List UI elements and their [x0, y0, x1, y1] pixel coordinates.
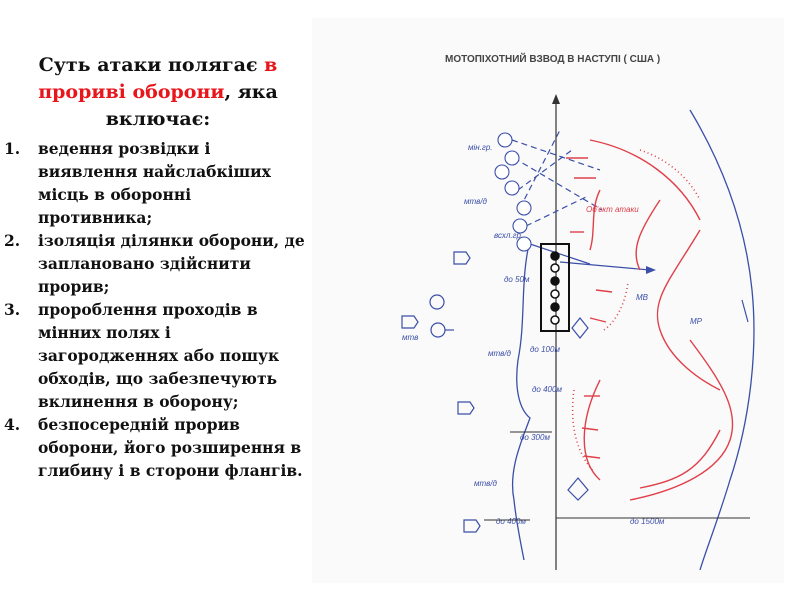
label-do50: до 50м — [504, 275, 530, 284]
label-do300: до 300м — [520, 433, 550, 442]
label-objekt-ataky: Об'єкт атаки — [586, 205, 639, 214]
heading-part1: Суть атаки полягає — [38, 54, 265, 76]
list-item-text: ведення розвідки і виявлення найслабкіших місць в оборонні противника; — [38, 139, 271, 227]
label-mv-right: МВ — [636, 293, 648, 302]
list-item-text: ізоляція ділянки оборони, де заплановано здійснити прорив; — [38, 231, 305, 296]
list-item-number: 2. — [4, 231, 21, 250]
soldier-markers — [551, 252, 559, 324]
list-item-text: пророблення проходів в мінних полях і загородженнях або пошук обходів, що забезпечують вклинення в оборону; — [38, 300, 280, 411]
label-mm-gr: мін.гр. — [468, 143, 493, 152]
heading-highlight: в прориві оборони — [38, 54, 278, 103]
label-do1500: до 1500м — [630, 517, 665, 526]
enemy-defense-lines — [584, 140, 732, 500]
list-item — [0, 298, 310, 413]
list-item — [0, 137, 310, 229]
assault-arrow — [560, 262, 650, 270]
support-positions — [568, 318, 588, 500]
distance-markers — [484, 432, 750, 520]
boundary-tick — [742, 300, 748, 322]
assault-arrowhead — [646, 266, 656, 274]
list-item — [0, 229, 310, 298]
list-item — [0, 413, 310, 482]
slide-heading — [0, 52, 310, 133]
label-mr: МР — [690, 317, 702, 326]
label-do100: до 100м — [530, 345, 560, 354]
advance-line — [530, 244, 590, 264]
sector-boundary-right — [690, 110, 754, 570]
text-panel — [0, 52, 310, 482]
list-item-number: 4. — [4, 415, 21, 434]
label-mtvd-top: мтв/д — [464, 197, 487, 206]
tactical-diagram — [312, 18, 784, 583]
diagram-title: МОТОПІХОТНИЙ ВЗВОД В НАСТУПІ ( США ) — [445, 54, 661, 65]
label-mtvd-mid: мтв/д — [488, 349, 511, 358]
enemy-wire-obstacles — [573, 150, 700, 472]
axis-arrowhead — [552, 94, 560, 104]
reserve-symbols — [402, 252, 480, 532]
list-item-text: безпосередній прорив оборони, його розширення в глибину і в сторони флангів. — [38, 415, 303, 480]
label-mtvd-low: мтв/д — [474, 479, 497, 488]
label-mtv-left: мтв — [402, 333, 419, 342]
label-do400-mid: до 400м — [532, 385, 562, 394]
list-item-number: 1. — [4, 139, 21, 158]
attack-steps-list — [0, 137, 310, 482]
own-front-line — [513, 240, 530, 560]
heading-part2: , яка включає: — [105, 81, 278, 130]
label-vsk-gr: всхл.гр. — [494, 231, 524, 240]
label-do400-bot: до 400м — [496, 517, 526, 526]
list-item-number: 3. — [4, 300, 21, 319]
